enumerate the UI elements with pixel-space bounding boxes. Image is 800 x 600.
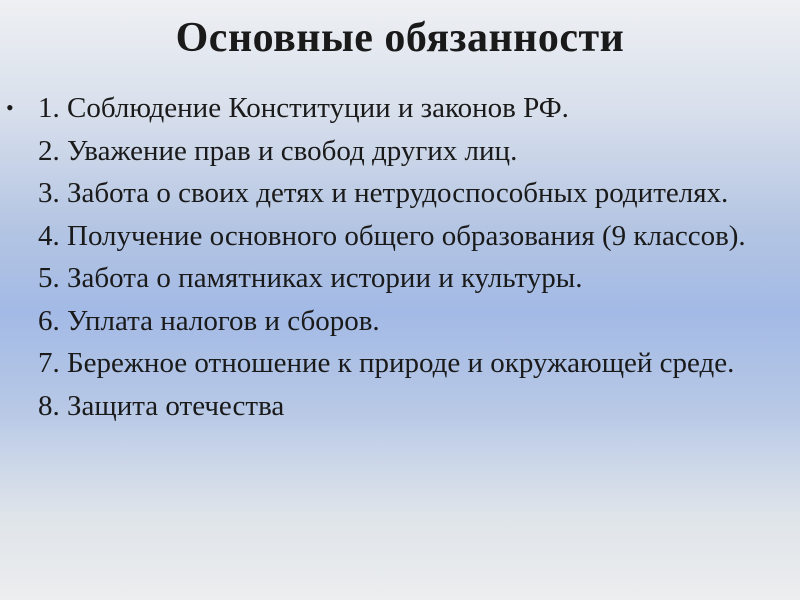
list-item-6: 6. Уплата налогов и сборов.	[38, 304, 380, 337]
list-item-8: 8. Защита отечества	[38, 389, 285, 422]
duties-list	[6, 87, 778, 427]
list-item-2: 2. Уважение прав и свобод других лиц.	[38, 134, 518, 167]
slide-title: Основные обязанности	[175, 15, 625, 61]
list-item-4: 4. Получение основного общего образования (9 классов).	[38, 219, 746, 252]
list-item-3: 3. Забота о своих детях и нетрудоспособных родителях.	[38, 177, 729, 209]
bullet-icon: •	[6, 95, 14, 120]
list-item-7: 7. Бережное отношение к природе и окружающей среде.	[38, 347, 735, 379]
list-item-1: 1. Соблюдение Конституции и законов РФ.	[38, 92, 569, 124]
list-item-5: 5. Забота о памятниках истории и культуры.	[38, 262, 583, 294]
